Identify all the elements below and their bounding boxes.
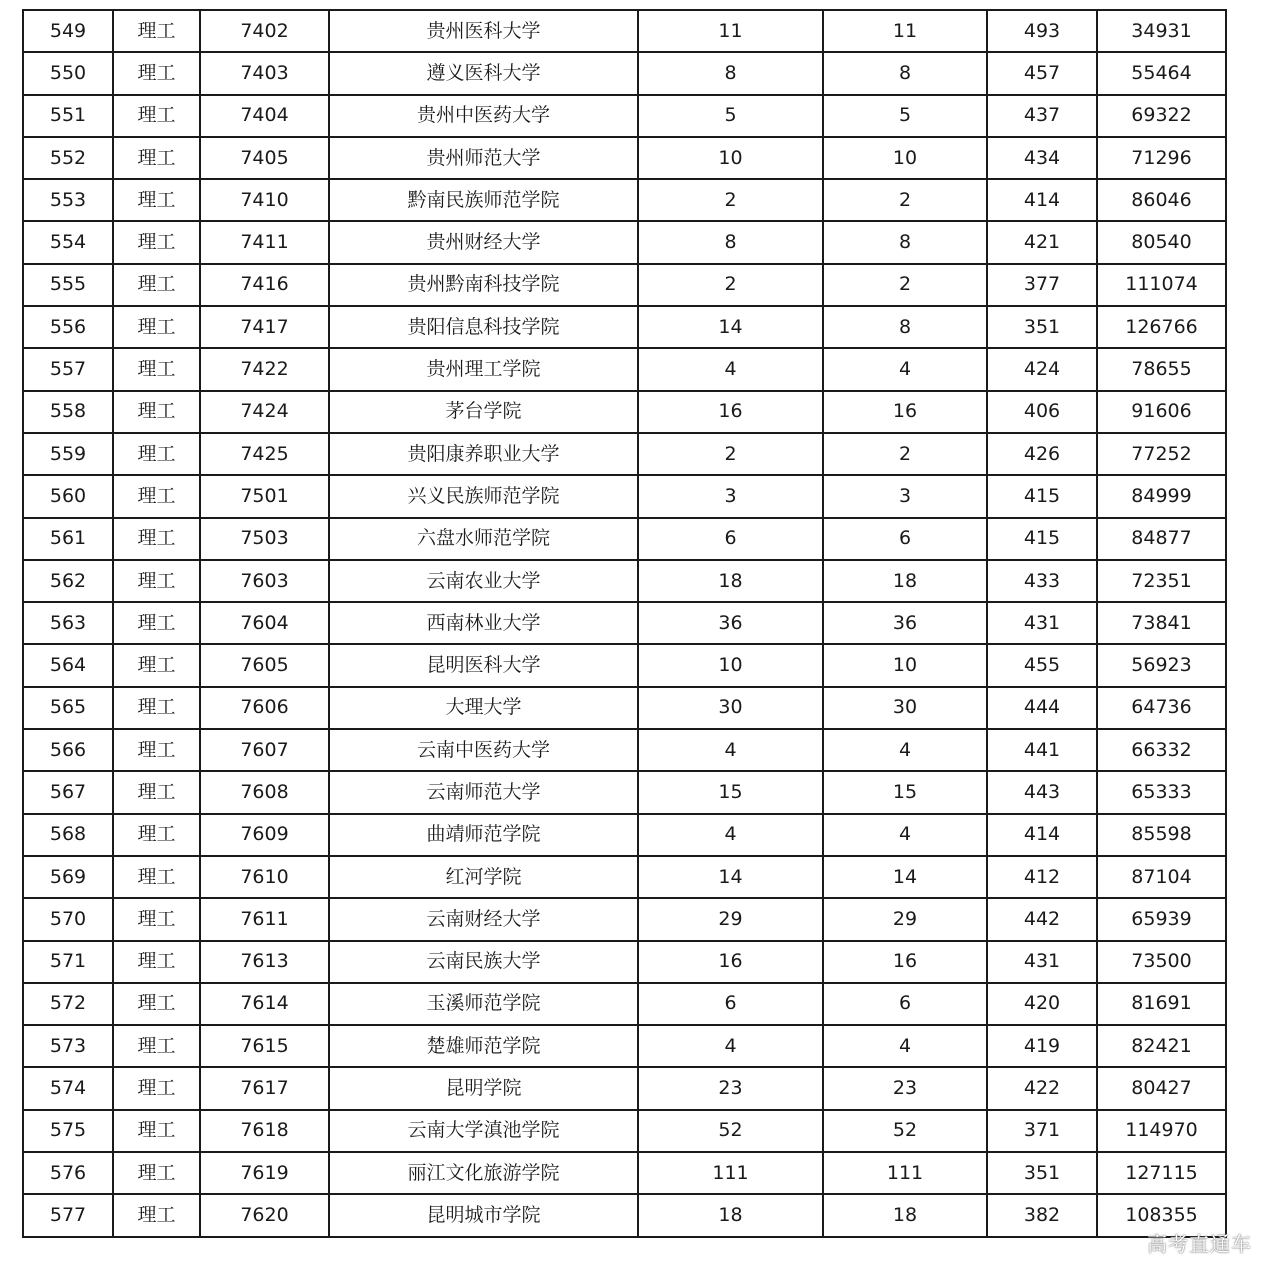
table-row (23, 941, 1226, 983)
row-number-cell: 551 (23, 95, 113, 137)
admitted-count-cell: 30 (823, 687, 987, 729)
table-row (23, 856, 1226, 898)
table-row (23, 475, 1226, 517)
min-score-cell: 433 (987, 560, 1097, 602)
min-score-cell: 444 (987, 687, 1097, 729)
school-code-cell: 7608 (200, 771, 329, 813)
school-name-cell: 茅台学院 (329, 391, 638, 433)
admitted-count-cell: 4 (823, 814, 987, 856)
plan-count-cell: 29 (638, 898, 823, 940)
school-name-cell: 云南大学滇池学院 (329, 1110, 638, 1152)
category-cell: 理工 (113, 52, 200, 94)
min-rank-cell: 34931 (1097, 10, 1226, 52)
row-number-cell: 575 (23, 1110, 113, 1152)
school-name-cell: 贵州财经大学 (329, 221, 638, 263)
plan-count-cell: 23 (638, 1067, 823, 1109)
category-cell: 理工 (113, 602, 200, 644)
admitted-count-cell: 111 (823, 1152, 987, 1194)
school-name-cell: 兴义民族师范学院 (329, 475, 638, 517)
row-number-cell: 566 (23, 729, 113, 771)
row-number-cell: 572 (23, 983, 113, 1025)
plan-count-cell: 4 (638, 729, 823, 771)
row-number-cell: 549 (23, 10, 113, 52)
min-rank-cell: 91606 (1097, 391, 1226, 433)
admitted-count-cell: 4 (823, 348, 987, 390)
min-rank-cell: 82421 (1097, 1025, 1226, 1067)
table-row (23, 264, 1226, 306)
min-rank-cell: 81691 (1097, 983, 1226, 1025)
min-rank-cell: 73841 (1097, 602, 1226, 644)
admitted-count-cell: 2 (823, 179, 987, 221)
min-score-cell: 377 (987, 264, 1097, 306)
plan-count-cell: 18 (638, 1194, 823, 1236)
table-row (23, 221, 1226, 263)
min-score-cell: 434 (987, 137, 1097, 179)
table-row (23, 771, 1226, 813)
table-row (23, 644, 1226, 686)
min-score-cell: 431 (987, 941, 1097, 983)
school-name-cell: 昆明城市学院 (329, 1194, 638, 1236)
min-score-cell: 493 (987, 10, 1097, 52)
category-cell: 理工 (113, 475, 200, 517)
min-rank-cell: 78655 (1097, 348, 1226, 390)
min-score-cell: 371 (987, 1110, 1097, 1152)
plan-count-cell: 8 (638, 221, 823, 263)
school-code-cell: 7618 (200, 1110, 329, 1152)
school-code-cell: 7411 (200, 221, 329, 263)
plan-count-cell: 2 (638, 179, 823, 221)
table-row (23, 1025, 1226, 1067)
admitted-count-cell: 2 (823, 433, 987, 475)
min-rank-cell: 69322 (1097, 95, 1226, 137)
category-cell: 理工 (113, 941, 200, 983)
admitted-count-cell: 18 (823, 1194, 987, 1236)
table-row (23, 729, 1226, 771)
category-cell: 理工 (113, 1025, 200, 1067)
school-name-cell: 昆明学院 (329, 1067, 638, 1109)
plan-count-cell: 6 (638, 518, 823, 560)
category-cell: 理工 (113, 1194, 200, 1236)
admitted-count-cell: 10 (823, 644, 987, 686)
school-name-cell: 贵阳康养职业大学 (329, 433, 638, 475)
school-name-cell: 昆明医科大学 (329, 644, 638, 686)
admitted-count-cell: 5 (823, 95, 987, 137)
school-name-cell: 云南中医药大学 (329, 729, 638, 771)
min-rank-cell: 80427 (1097, 1067, 1226, 1109)
school-name-cell: 遵义医科大学 (329, 52, 638, 94)
category-cell: 理工 (113, 95, 200, 137)
school-name-cell: 贵州师范大学 (329, 137, 638, 179)
school-code-cell: 7613 (200, 941, 329, 983)
plan-count-cell: 16 (638, 941, 823, 983)
plan-count-cell: 15 (638, 771, 823, 813)
school-code-cell: 7617 (200, 1067, 329, 1109)
admitted-count-cell: 10 (823, 137, 987, 179)
min-score-cell: 419 (987, 1025, 1097, 1067)
school-code-cell: 7417 (200, 306, 329, 348)
min-rank-cell: 108355 (1097, 1194, 1226, 1236)
school-name-cell: 楚雄师范学院 (329, 1025, 638, 1067)
school-code-cell: 7611 (200, 898, 329, 940)
table-row (23, 52, 1226, 94)
admitted-count-cell: 52 (823, 1110, 987, 1152)
school-name-cell: 六盘水师范学院 (329, 518, 638, 560)
admitted-count-cell: 4 (823, 729, 987, 771)
table-row (23, 518, 1226, 560)
plan-count-cell: 8 (638, 52, 823, 94)
category-cell: 理工 (113, 137, 200, 179)
category-cell: 理工 (113, 687, 200, 729)
category-cell: 理工 (113, 306, 200, 348)
category-cell: 理工 (113, 348, 200, 390)
admitted-count-cell: 6 (823, 983, 987, 1025)
min-rank-cell: 65939 (1097, 898, 1226, 940)
min-rank-cell: 80540 (1097, 221, 1226, 263)
min-rank-cell: 71296 (1097, 137, 1226, 179)
row-number-cell: 564 (23, 644, 113, 686)
row-number-cell: 569 (23, 856, 113, 898)
plan-count-cell: 11 (638, 10, 823, 52)
table-row (23, 687, 1226, 729)
row-number-cell: 567 (23, 771, 113, 813)
school-name-cell: 黔南民族师范学院 (329, 179, 638, 221)
min-score-cell: 351 (987, 1152, 1097, 1194)
min-score-cell: 457 (987, 52, 1097, 94)
plan-count-cell: 6 (638, 983, 823, 1025)
plan-count-cell: 14 (638, 856, 823, 898)
row-number-cell: 565 (23, 687, 113, 729)
row-number-cell: 559 (23, 433, 113, 475)
category-cell: 理工 (113, 856, 200, 898)
row-number-cell: 573 (23, 1025, 113, 1067)
table-row (23, 10, 1226, 52)
admission-table-body (23, 10, 1226, 1237)
school-name-cell: 西南林业大学 (329, 602, 638, 644)
school-code-cell: 7605 (200, 644, 329, 686)
school-name-cell: 云南师范大学 (329, 771, 638, 813)
school-name-cell: 云南民族大学 (329, 941, 638, 983)
school-code-cell: 7425 (200, 433, 329, 475)
min-rank-cell: 86046 (1097, 179, 1226, 221)
min-rank-cell: 85598 (1097, 814, 1226, 856)
category-cell: 理工 (113, 898, 200, 940)
min-score-cell: 420 (987, 983, 1097, 1025)
min-rank-cell: 72351 (1097, 560, 1226, 602)
plan-count-cell: 18 (638, 560, 823, 602)
row-number-cell: 568 (23, 814, 113, 856)
category-cell: 理工 (113, 10, 200, 52)
row-number-cell: 558 (23, 391, 113, 433)
school-code-cell: 7501 (200, 475, 329, 517)
min-score-cell: 424 (987, 348, 1097, 390)
min-rank-cell: 56923 (1097, 644, 1226, 686)
min-score-cell: 426 (987, 433, 1097, 475)
min-score-cell: 415 (987, 475, 1097, 517)
category-cell: 理工 (113, 1110, 200, 1152)
admitted-count-cell: 16 (823, 391, 987, 433)
school-code-cell: 7606 (200, 687, 329, 729)
table-row (23, 898, 1226, 940)
table-row (23, 95, 1226, 137)
plan-count-cell: 10 (638, 644, 823, 686)
plan-count-cell: 111 (638, 1152, 823, 1194)
min-rank-cell: 127115 (1097, 1152, 1226, 1194)
plan-count-cell: 5 (638, 95, 823, 137)
row-number-cell: 556 (23, 306, 113, 348)
plan-count-cell: 4 (638, 814, 823, 856)
school-code-cell: 7503 (200, 518, 329, 560)
min-rank-cell: 126766 (1097, 306, 1226, 348)
table-row (23, 560, 1226, 602)
school-code-cell: 7615 (200, 1025, 329, 1067)
min-rank-cell: 77252 (1097, 433, 1226, 475)
category-cell: 理工 (113, 1152, 200, 1194)
watermark-text: 高考直通车 (1147, 1232, 1252, 1256)
category-cell: 理工 (113, 179, 200, 221)
school-name-cell: 云南农业大学 (329, 560, 638, 602)
school-name-cell: 贵州理工学院 (329, 348, 638, 390)
school-code-cell: 7416 (200, 264, 329, 306)
admitted-count-cell: 2 (823, 264, 987, 306)
min-score-cell: 455 (987, 644, 1097, 686)
row-number-cell: 560 (23, 475, 113, 517)
school-name-cell: 红河学院 (329, 856, 638, 898)
category-cell: 理工 (113, 221, 200, 263)
school-name-cell: 玉溪师范学院 (329, 983, 638, 1025)
row-number-cell: 553 (23, 179, 113, 221)
school-code-cell: 7405 (200, 137, 329, 179)
min-score-cell: 412 (987, 856, 1097, 898)
admitted-count-cell: 6 (823, 518, 987, 560)
admitted-count-cell: 18 (823, 560, 987, 602)
table-row (23, 814, 1226, 856)
school-name-cell: 曲靖师范学院 (329, 814, 638, 856)
min-rank-cell: 87104 (1097, 856, 1226, 898)
category-cell: 理工 (113, 433, 200, 475)
school-code-cell: 7619 (200, 1152, 329, 1194)
table-row (23, 391, 1226, 433)
category-cell: 理工 (113, 560, 200, 602)
table-row (23, 1194, 1226, 1236)
row-number-cell: 563 (23, 602, 113, 644)
plan-count-cell: 36 (638, 602, 823, 644)
min-score-cell: 382 (987, 1194, 1097, 1236)
row-number-cell: 552 (23, 137, 113, 179)
admitted-count-cell: 23 (823, 1067, 987, 1109)
row-number-cell: 577 (23, 1194, 113, 1236)
min-score-cell: 351 (987, 306, 1097, 348)
min-score-cell: 422 (987, 1067, 1097, 1109)
category-cell: 理工 (113, 518, 200, 560)
admitted-count-cell: 4 (823, 1025, 987, 1067)
min-score-cell: 406 (987, 391, 1097, 433)
plan-count-cell: 4 (638, 1025, 823, 1067)
min-rank-cell: 84877 (1097, 518, 1226, 560)
school-code-cell: 7404 (200, 95, 329, 137)
admitted-count-cell: 8 (823, 221, 987, 263)
min-score-cell: 437 (987, 95, 1097, 137)
plan-count-cell: 3 (638, 475, 823, 517)
school-name-cell: 贵州医科大学 (329, 10, 638, 52)
table-row (23, 1110, 1226, 1152)
category-cell: 理工 (113, 729, 200, 771)
table-row (23, 137, 1226, 179)
min-score-cell: 442 (987, 898, 1097, 940)
table-row (23, 983, 1226, 1025)
table-row (23, 348, 1226, 390)
admitted-count-cell: 15 (823, 771, 987, 813)
school-code-cell: 7607 (200, 729, 329, 771)
school-name-cell: 大理大学 (329, 687, 638, 729)
row-number-cell: 562 (23, 560, 113, 602)
min-score-cell: 421 (987, 221, 1097, 263)
plan-count-cell: 2 (638, 433, 823, 475)
school-name-cell: 丽江文化旅游学院 (329, 1152, 638, 1194)
plan-count-cell: 30 (638, 687, 823, 729)
school-code-cell: 7422 (200, 348, 329, 390)
min-score-cell: 443 (987, 771, 1097, 813)
school-code-cell: 7609 (200, 814, 329, 856)
category-cell: 理工 (113, 814, 200, 856)
plan-count-cell: 16 (638, 391, 823, 433)
admitted-count-cell: 14 (823, 856, 987, 898)
min-score-cell: 415 (987, 518, 1097, 560)
min-rank-cell: 111074 (1097, 264, 1226, 306)
school-code-cell: 7402 (200, 10, 329, 52)
school-name-cell: 云南财经大学 (329, 898, 638, 940)
min-rank-cell: 64736 (1097, 687, 1226, 729)
row-number-cell: 576 (23, 1152, 113, 1194)
min-score-cell: 441 (987, 729, 1097, 771)
row-number-cell: 550 (23, 52, 113, 94)
admission-table-container (22, 9, 1227, 1238)
admitted-count-cell: 8 (823, 52, 987, 94)
admitted-count-cell: 11 (823, 10, 987, 52)
row-number-cell: 574 (23, 1067, 113, 1109)
category-cell: 理工 (113, 644, 200, 686)
admitted-count-cell: 3 (823, 475, 987, 517)
min-rank-cell: 114970 (1097, 1110, 1226, 1152)
min-rank-cell: 65333 (1097, 771, 1226, 813)
row-number-cell: 557 (23, 348, 113, 390)
min-score-cell: 414 (987, 179, 1097, 221)
min-rank-cell: 66332 (1097, 729, 1226, 771)
category-cell: 理工 (113, 771, 200, 813)
plan-count-cell: 52 (638, 1110, 823, 1152)
school-code-cell: 7603 (200, 560, 329, 602)
school-name-cell: 贵阳信息科技学院 (329, 306, 638, 348)
min-rank-cell: 55464 (1097, 52, 1226, 94)
school-code-cell: 7403 (200, 52, 329, 94)
category-cell: 理工 (113, 983, 200, 1025)
row-number-cell: 561 (23, 518, 113, 560)
school-code-cell: 7610 (200, 856, 329, 898)
plan-count-cell: 4 (638, 348, 823, 390)
min-score-cell: 431 (987, 602, 1097, 644)
admitted-count-cell: 29 (823, 898, 987, 940)
row-number-cell: 554 (23, 221, 113, 263)
plan-count-cell: 14 (638, 306, 823, 348)
min-rank-cell: 73500 (1097, 941, 1226, 983)
table-row (23, 1067, 1226, 1109)
min-rank-cell: 84999 (1097, 475, 1226, 517)
row-number-cell: 570 (23, 898, 113, 940)
table-row (23, 433, 1226, 475)
table-row (23, 306, 1226, 348)
admitted-count-cell: 36 (823, 602, 987, 644)
plan-count-cell: 2 (638, 264, 823, 306)
school-name-cell: 贵州中医药大学 (329, 95, 638, 137)
school-code-cell: 7620 (200, 1194, 329, 1236)
admission-table (22, 9, 1227, 1238)
min-score-cell: 414 (987, 814, 1097, 856)
row-number-cell: 571 (23, 941, 113, 983)
admitted-count-cell: 8 (823, 306, 987, 348)
school-code-cell: 7410 (200, 179, 329, 221)
category-cell: 理工 (113, 1067, 200, 1109)
table-row (23, 602, 1226, 644)
school-code-cell: 7424 (200, 391, 329, 433)
school-code-cell: 7614 (200, 983, 329, 1025)
category-cell: 理工 (113, 391, 200, 433)
admitted-count-cell: 16 (823, 941, 987, 983)
school-code-cell: 7604 (200, 602, 329, 644)
school-name-cell: 贵州黔南科技学院 (329, 264, 638, 306)
row-number-cell: 555 (23, 264, 113, 306)
category-cell: 理工 (113, 264, 200, 306)
plan-count-cell: 10 (638, 137, 823, 179)
table-row (23, 179, 1226, 221)
table-row (23, 1152, 1226, 1194)
